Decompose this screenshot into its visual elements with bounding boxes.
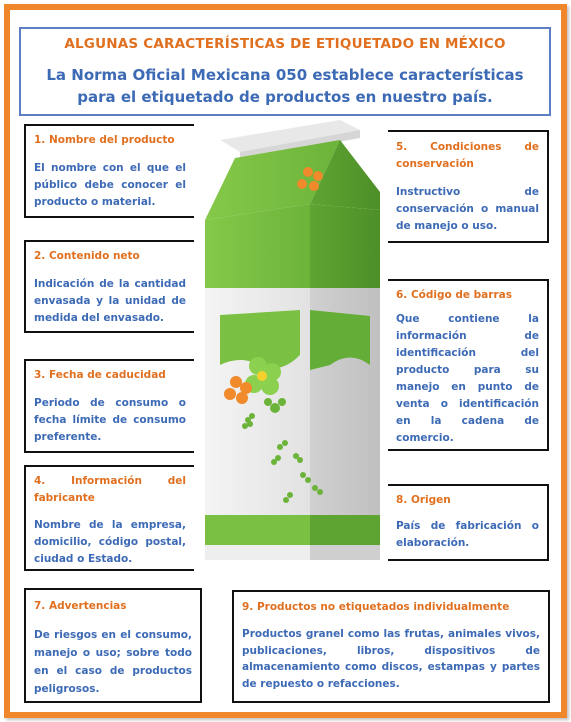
item-text: De riesgos en el consumo, manejo o uso; sobre todo en el caso de productos peligrosos. [34, 629, 192, 695]
item-title: 3. Fecha de caducidad [34, 369, 166, 381]
item-text: Periodo de consumo o fecha límite de consumo preferente. [34, 397, 186, 443]
page-subtitle: La Norma Oficial Mexicana 050 establece características para el etiquetado de productos en nuestro país. [46, 66, 524, 106]
item-text: País de fabricación o elaboración. [396, 520, 539, 549]
item-box-6 [388, 279, 549, 451]
item-title: 1. Nombre del producto [34, 134, 175, 146]
item-text: Nombre de la empresa, domicilio, código postal, ciudad o Estado. [34, 519, 186, 565]
item-title: 6. Código de barras [396, 289, 512, 301]
page-title: ALGUNAS CARACTERÍSTICAS DE ETIQUETADO EN MÉXICO [64, 36, 506, 52]
item-box-3 [24, 359, 194, 453]
item-text: Indicación de la cantidad envasada y la unidad de medida del envasado. [34, 278, 186, 324]
item-text: Instructivo de conservación o manual de manejo o uso. [396, 186, 539, 232]
milk-carton-illustration [190, 120, 400, 570]
item-box-7 [24, 588, 202, 703]
item-box-1 [24, 124, 194, 218]
item-text: Productos granel como las frutas, animales vivos, publicaciones, libros, dispositivos de almacenamiento como discos, estampas y partes de repuesto o refacciones. [242, 628, 540, 690]
item-text: El nombre con el que el público debe conocer el producto o material. [34, 162, 186, 208]
item-title: 8. Origen [396, 494, 451, 506]
item-title: 7. Advertencias [34, 600, 127, 612]
item-title: 2. Contenido neto [34, 250, 140, 262]
item-box-9 [232, 590, 550, 703]
item-title: 9. Productos no etiquetados individualmente [242, 601, 510, 613]
header-box [19, 27, 551, 116]
item-box-8 [388, 484, 549, 561]
item-title: 4. Información del fabricante [34, 475, 186, 504]
item-box-5 [388, 130, 549, 243]
item-box-4 [24, 465, 194, 571]
item-title: 5. Condiciones de conservación [396, 141, 539, 170]
item-box-2 [24, 240, 194, 333]
item-text: Que contiene la información de identificación del producto para su manejo en punto de venta o identificación en la cadena de comercio. [396, 313, 539, 444]
